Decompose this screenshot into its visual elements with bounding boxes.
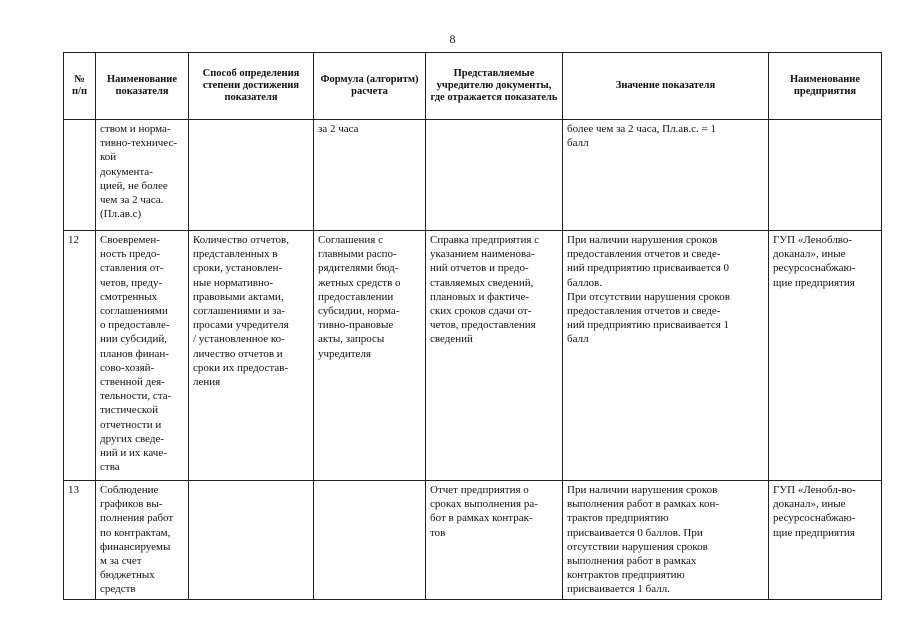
row-formula [314, 481, 426, 600]
row-method [189, 481, 314, 600]
row-enterprise: ГУП «Леноблво- доканал», иные ресурсоснабжаю- щие предприятия [769, 231, 882, 481]
row-indicator-name: ством и норма- тивно-техничес- кой документа- цией, не более чем за 2 часа. (Пл.ав.с) [96, 120, 189, 231]
table-row [64, 120, 882, 231]
row-indicator-name: Соблюдение графиков вы- полнения работ по контрактам, финансируемы м за счет бюджетных средств [96, 481, 189, 600]
page-number: 8 [449, 32, 456, 46]
indicators-table [63, 52, 882, 600]
row-method: Количество отчетов, представленных в сроки, установлен- ные нормативно- правовыми актами, соглашениями и за- просами учредителя / установленное ко- личество отчетов и сроки их предостав- ления [189, 231, 314, 481]
row-enterprise: ГУП «Ленобл-во- доканал», иные ресурсоснабжаю- щие предприятия [769, 481, 882, 600]
row-formula: Соглашения с главными распо- рядителями бюд- жетных средств о предоставлении субсидии, норма- тивно-правовые акты, запросы учредителя [314, 231, 426, 481]
row-documents: Отчет предприятия о сроках выполнения ра- бот в рамках контрак- тов [426, 481, 563, 600]
table-header-row [64, 53, 882, 120]
row-num: 13 [64, 481, 96, 600]
row-value: более чем за 2 часа, Пл.ав.с. = 1 балл [563, 120, 769, 231]
header-enterprise: Наименование предприятия [769, 53, 882, 120]
row-indicator-name: Своевремен- ность предо- ставления от- четов, преду- смотренных соглашениями о предоставле- нии субсидий, планов финан- сово-хозяй- ственной дея- тельности, ста- тистической отчетности и других сведе- ний и их каче- ства [96, 231, 189, 481]
row-value: При наличии нарушения сроков выполнения работ в рамках кон- трактов предприятию присваивается 0 баллов. При отсутствии нарушения сроков выполнения работ в рамках контрактов предприятию присваивается 1 балл. [563, 481, 769, 600]
row-num [64, 120, 96, 231]
row-formula: за 2 часа [314, 120, 426, 231]
header-method: Способ определения степени достижения показателя [189, 53, 314, 120]
header-indicator-name: Наименование показателя [96, 53, 189, 120]
row-num: 12 [64, 231, 96, 481]
table-row [64, 481, 882, 600]
header-documents: Представляемые учредителю документы, где отражается показатель [426, 53, 563, 120]
row-method [189, 120, 314, 231]
header-formula: Формула (алгоритм) расчета [314, 53, 426, 120]
row-documents: Справка предприятия с указанием наименова- ний отчетов и предо- ставляемых сведений, плановых и фактиче- ских сроков сдачи от- четов, предоставления сведений [426, 231, 563, 481]
row-value: При наличии нарушения сроков предоставления отчетов и сведе- ний предприятию присваивается 0 баллов. При отсутствии нарушения сроков предоставления отчетов и сведе- ний предприятию присваивается 1 балл [563, 231, 769, 481]
row-enterprise [769, 120, 882, 231]
header-num: № п/п [64, 53, 96, 120]
row-documents [426, 120, 563, 231]
table-row [64, 231, 882, 481]
header-value: Значение показателя [563, 53, 769, 120]
